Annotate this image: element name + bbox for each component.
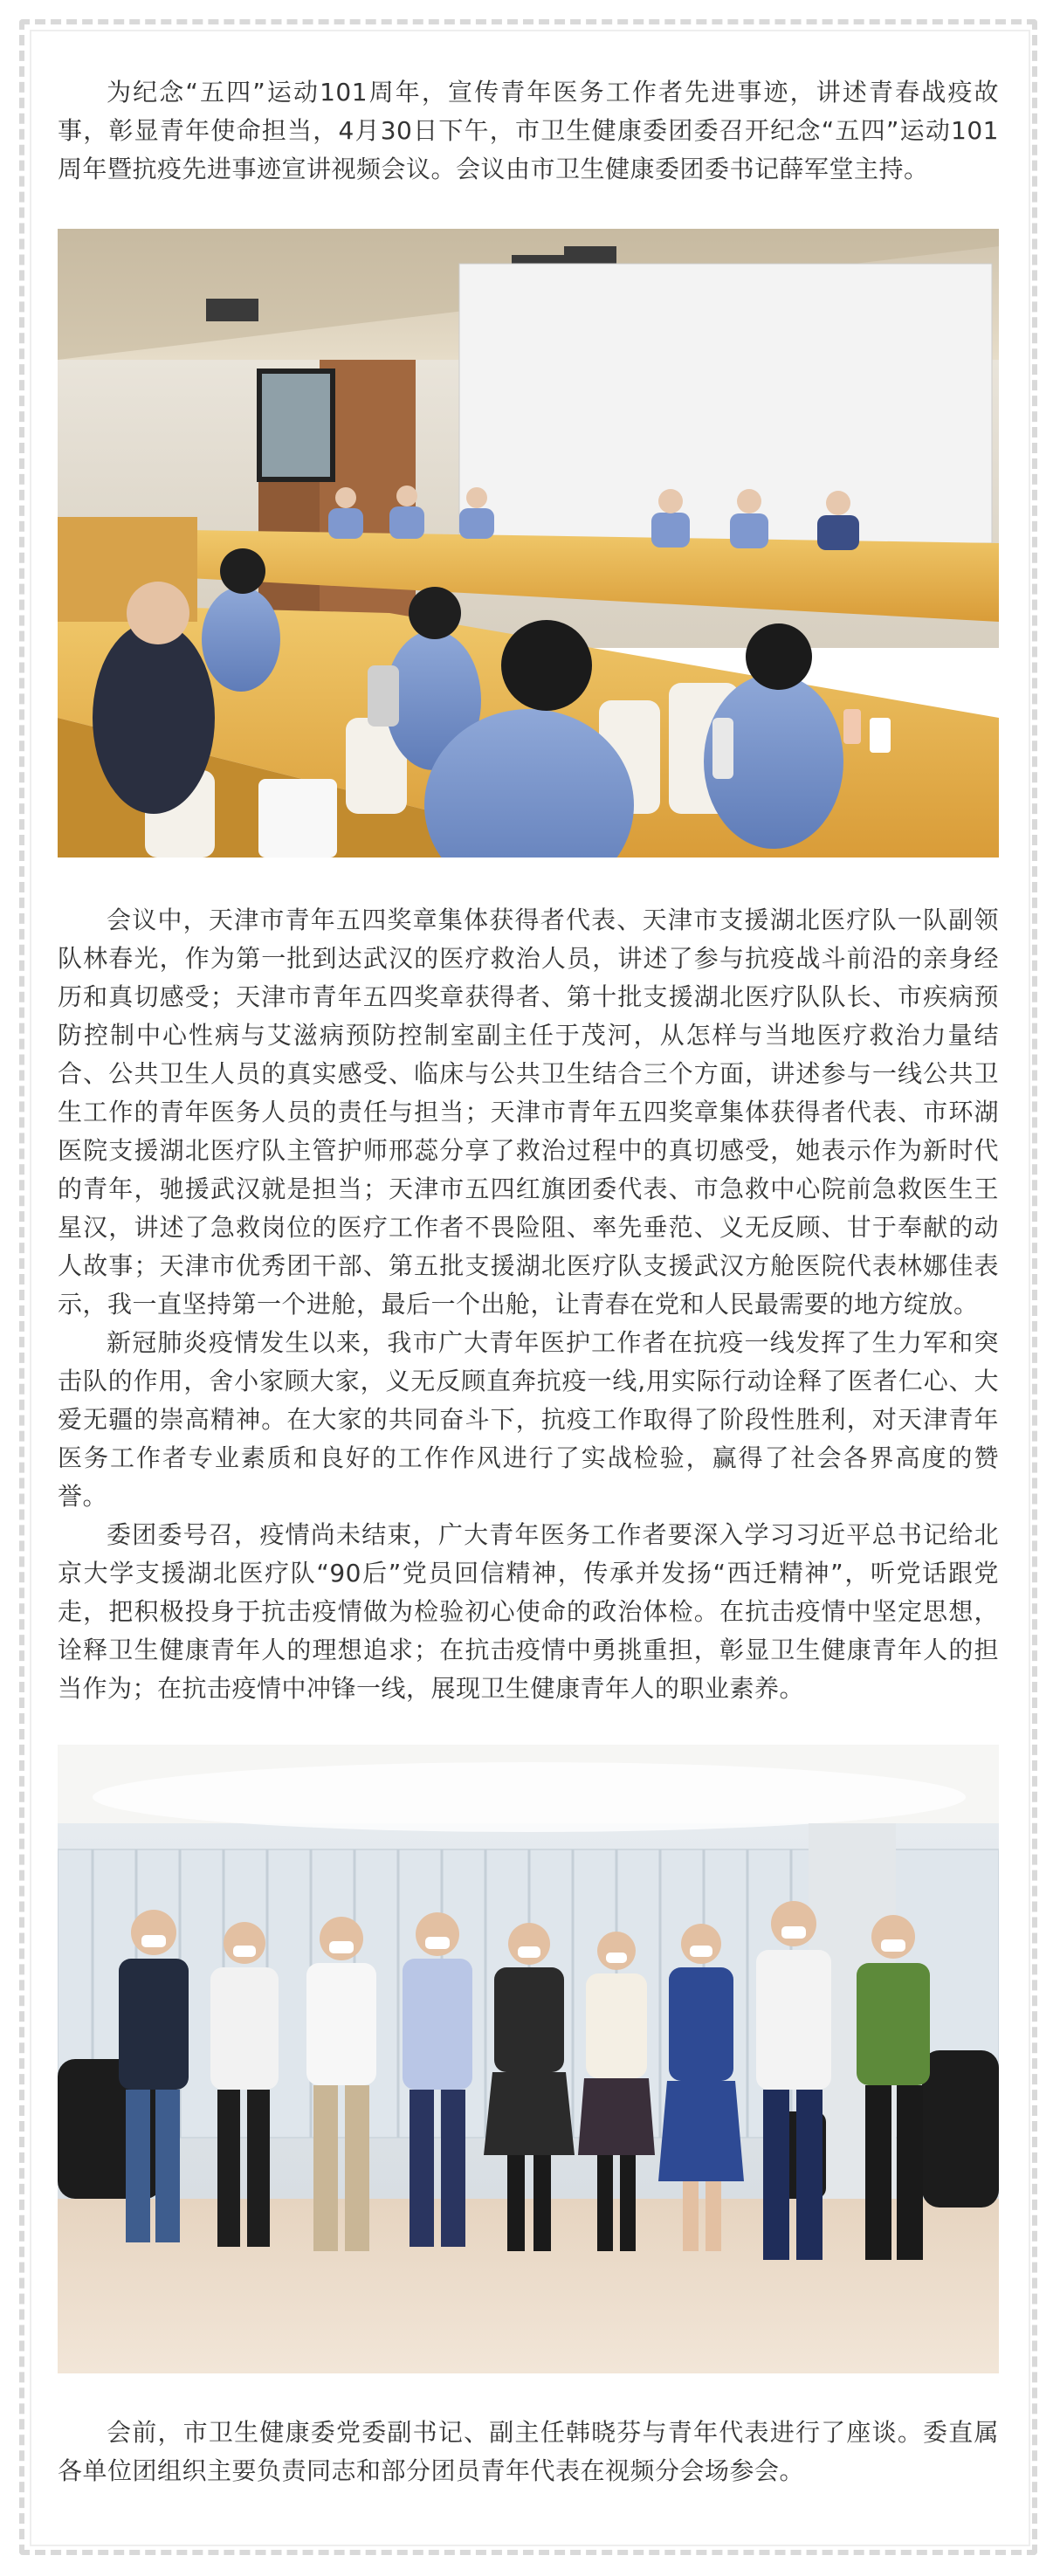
group-photo xyxy=(58,1745,999,2373)
group-photo-image xyxy=(58,1745,999,2373)
paragraph-frontline: 新冠肺炎疫情发生以来，我市广大青年医护工作者在抗疫一线发挥了生力军和突击队的作用，舍小家顾大家，义无反顾直奔抗疫一线,用实际行动诠释了医者仁心、大爱无疆的崇高精神。在大家的共同奋斗下，抗疫工作取得了阶段性胜利，对天津青年医务工作者专业素质和良好的工作作风进行了实战检验，赢得了社会各界高度的赞誉。 xyxy=(58,1328,999,1511)
meeting-photo-image xyxy=(58,229,999,858)
paragraph-closing: 会前，市卫生健康委党委副书记、副主任韩晓芬与青年代表进行了座谈。委直属各单位团组织主要负责同志和部分团员青年代表在视频分会场参会。 xyxy=(58,2418,999,2485)
paragraph-intro: 为纪念“五四”运动101周年，宣传青年医务工作者先进事迹，讲述青春战疫故事，彰显青年使命担当，4月30日下午，市卫生健康委团委召开纪念“五四”运动101周年暨抗疫先进事迹宣讲视频会议。会议由市卫生健康委团委书记薛军堂主持。 xyxy=(58,78,999,183)
paragraph-call: 委团委号召，疫情尚未结束，广大青年医务工作者要深入学习习近平总书记给北京大学支援湖北医疗队“90后”党员回信精神，传承并发扬“西迁精神”，听党话跟党走，把积极投身于抗击疫情做为检验初心使命的政治体检。在抗击疫情中坚定思想，诠释卫生健康青年人的理想追求；在抗击疫情中勇挑重担，彰显卫生健康青年人的担当作为；在抗击疫情中冲锋一线，展现卫生健康青年人的职业素养。 xyxy=(58,1520,999,1703)
paragraph-speakers: 会议中，天津市青年五四奖章集体获得者代表、天津市支援湖北医疗队一队副领队林春光，作为第一批到达武汉的医疗救治人员，讲述了参与抗疫战斗前沿的亲身经历和真切感受；天津市青年五四奖章获得者、第十批支援湖北医疗队队长、市疾病预防控制中心性病与艾滋病预防控制室副主任于茂河，从怎样与当地医疗救治力量结合、公共卫生人员的真实感受、临床与公共卫生结合三个方面，讲述参与一线公共卫生工作的青年医务人员的责任与担当；天津市青年五四奖章集体获得者代表、市环湖医院支援湖北医疗队主管护师邢蕊分享了救治过程中的真切感受，她表示作为新时代的青年，驰援武汉就是担当；天津市五四红旗团委代表、市急救中心院前急救医生王星汉，讲述了急救岗位的医疗工作者不畏险阻、率先垂范、义无反顾、甘于奉献的动人故事；天津市优秀团干部、第五批支援湖北医疗队支援武汉方舱医院代表林娜佳表示，我一直坚持第一个进舱，最后一个出舱，让青春在党和人民最需要的地方绽放。 xyxy=(58,906,999,1319)
article-body xyxy=(58,73,999,2490)
meeting-photo xyxy=(58,229,999,858)
